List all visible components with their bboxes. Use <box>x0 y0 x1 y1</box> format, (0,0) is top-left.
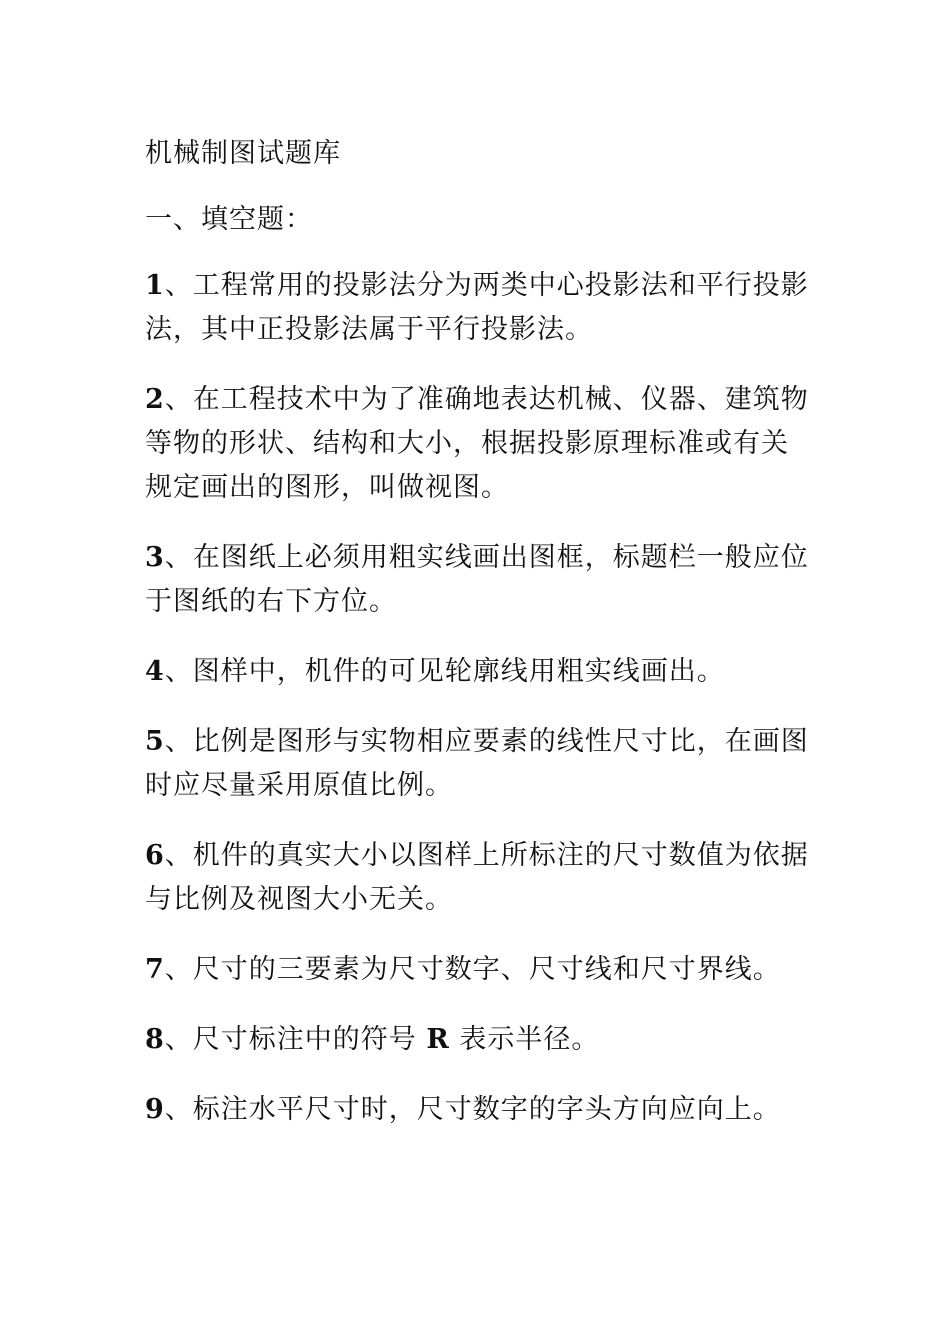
question-item <box>145 720 810 808</box>
question-item <box>145 948 810 992</box>
question-number: 6 <box>145 840 165 871</box>
question-item <box>145 536 810 624</box>
question-text: 表示半径。 <box>449 1024 600 1055</box>
document-title: 机械制图试题库 <box>145 138 341 169</box>
question-number: 5 <box>145 726 165 757</box>
question-text: 、工程常用的投影法分为两类中心投影法和平行投影法，其中正投影法属于平行投影法。 <box>145 270 809 345</box>
question-number: 3 <box>145 542 165 573</box>
question-text: 、机件的真实大小以图样上所标注的尺寸数值为依据与比例及视图大小无关。 <box>145 840 809 915</box>
radius-symbol: R <box>426 1024 450 1055</box>
question-text: 、尺寸标注中的符号 <box>164 1024 427 1055</box>
question-text: 、标注水平尺寸时，尺寸数字的字头方向应向上。 <box>164 1094 781 1125</box>
question-number: 7 <box>145 954 165 985</box>
question-number: 4 <box>145 656 165 687</box>
document-body <box>145 132 810 1158</box>
question-number: 1 <box>145 270 165 301</box>
section-heading: 一、填空题： <box>145 204 313 235</box>
question-text: 、图样中，机件的可见轮廓线用粗实线画出。 <box>164 656 725 687</box>
question-number: 2 <box>145 384 165 415</box>
question-item <box>145 378 810 510</box>
question-item <box>145 650 810 694</box>
question-text: 、在工程技术中为了准确地表达机械、仪器、建筑物等物的形状、结构和大小，根据投影原理标准或有关规定画出的图形，叫做视图。 <box>145 384 809 503</box>
question-item <box>145 1088 810 1132</box>
question-number: 9 <box>145 1094 165 1125</box>
question-item <box>145 1018 810 1062</box>
question-item <box>145 264 810 352</box>
question-text: 、尺寸的三要素为尺寸数字、尺寸线和尺寸界线。 <box>164 954 781 985</box>
question-item <box>145 834 810 922</box>
question-text: 、在图纸上必须用粗实线画出图框，标题栏一般应位于图纸的右下方位。 <box>145 542 809 617</box>
question-text: 、比例是图形与实物相应要素的线性尺寸比，在画图时应尽量采用原值比例。 <box>145 726 809 801</box>
question-number: 8 <box>145 1024 165 1055</box>
